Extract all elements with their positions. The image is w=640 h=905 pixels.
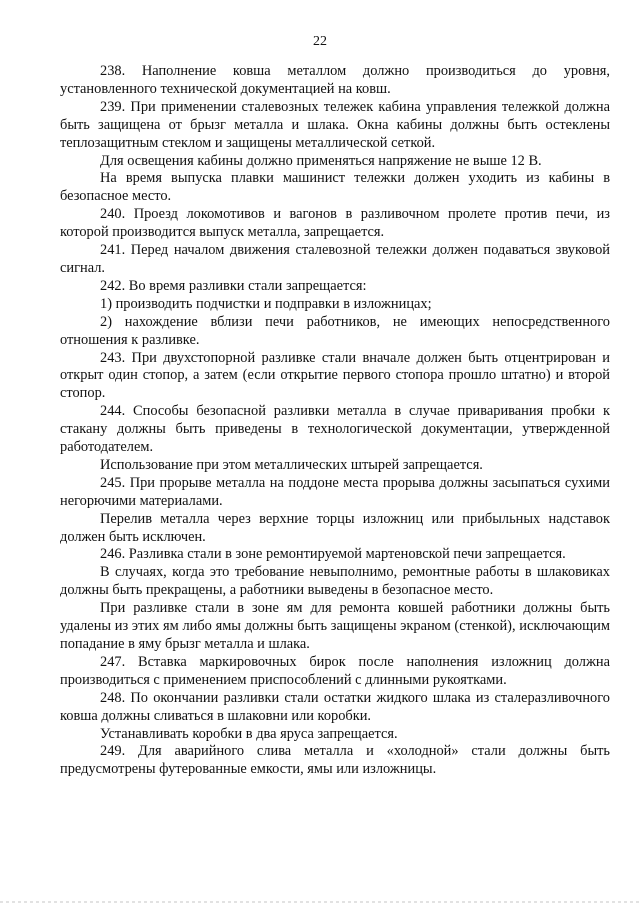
list-item: 1) производить подчистки и подправки в изложницах;: [100, 295, 432, 312]
paragraph: При разливке стали в зоне ям для ремонта ковшей работники должны быть удалены из этих ям либо ямы должны быть защищены экраном (стенкой), исключающим попадание в яму брызг металла и шлака.: [60, 600, 610, 652]
paragraph: 242. Во время разливки стали запрещается:: [100, 277, 367, 294]
paragraph: 238. Наполнение ковша металлом должно производиться до уровня, установленного технической документацией на ковш.: [60, 63, 610, 97]
paragraph: Перелив металла через верхние торцы изложниц или прибыльных надставок должен быть исключен.: [60, 510, 610, 545]
paragraph: 246. Разливка стали в зоне ремонтируемой мартеновской печи запрещается.: [100, 546, 566, 563]
paragraph: На время выпуска плавки машинист тележки должен уходить из кабины в безопасное место.: [60, 170, 610, 205]
paragraph: 243. При двухстопорной разливке стали вначале должен быть отцентрирован и открыт один стопор, а затем (если открытие первого стопора прошло штатно) и второй стопор.: [60, 349, 610, 402]
page-number: 22: [313, 34, 327, 49]
document-body: [60, 63, 610, 779]
paragraph: 244. Способы безопасной разливки металла в случае приваривания пробки к стакану должны быть приведены в технологической документации, утвержденной работодателем.: [60, 403, 610, 456]
paragraph: 245. При прорыве металла на поддоне места прорыва должны засыпаться сухими негорючими материалами.: [60, 474, 610, 509]
paragraph: 249. Для аварийного слива металла и «холодной» стали должны быть предусмотрены футерованные емкости, ямы или изложницы.: [60, 743, 610, 778]
paragraph: 240. Проезд локомотивов и вагонов в разливочном пролете против печи, из которой производится выпуск металла, запрещается.: [60, 206, 610, 241]
scan-edge: [0, 901, 640, 903]
paragraph: 239. При применении сталевозных тележек кабина управления тележкой должна быть защищена от брызг металла и шлака. Окна кабины должны быть остеклены теплозащитным стеклом и защищены металлической сеткой.: [60, 98, 610, 151]
paragraph: 241. Перед началом движения сталевозной тележки должен подаваться звуковой сигнал.: [60, 242, 610, 276]
paragraph: В случаях, когда это требование невыполнимо, ремонтные работы в шлаковиках должны быть прекращены, а работники выведены в безопасное место.: [60, 564, 610, 599]
paragraph: 247. Вставка маркировочных бирок после наполнения изложниц должна производиться с применением приспособлений с длинными рукоятками.: [60, 653, 610, 688]
list-item: 2) нахождение вблизи печи работников, не имеющих непосредственного отношения к разливке.: [60, 313, 610, 348]
paragraph: Для освещения кабины должно применяться напряжение не выше 12 В.: [100, 152, 542, 169]
paragraph: 248. По окончании разливки стали остатки жидкого шлака из сталеразливочного ковша должны сливаться в шлаковни или коробки.: [60, 689, 610, 724]
paragraph: Устанавливать коробки в два яруса запрещается.: [100, 725, 398, 742]
paragraph: Использование при этом металлических штырей запрещается.: [100, 456, 483, 473]
